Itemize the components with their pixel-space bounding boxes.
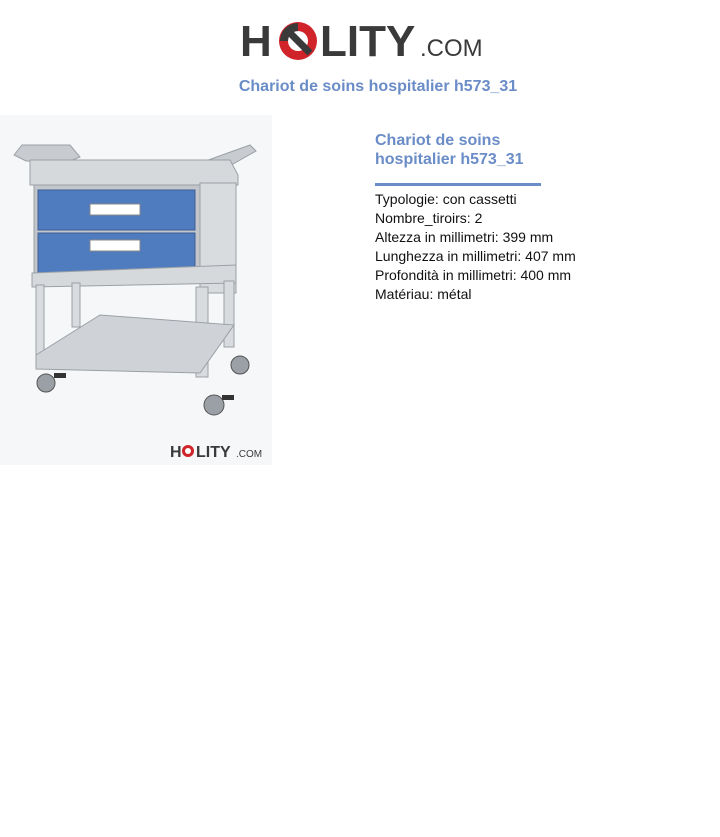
title-divider: [375, 183, 541, 186]
svg-text:H: H: [170, 444, 182, 461]
spec-list: [375, 190, 675, 304]
spec-profondita: Profondità in millimetri: 400 mm: [375, 267, 572, 283]
spec-altezza: Altezza in millimetri: 399 mm: [375, 229, 554, 245]
product-image[interactable]: [0, 115, 272, 465]
logo-o-mark: [279, 22, 317, 60]
svg-text:.COM: .COM: [420, 35, 483, 62]
drawer-bottom: [38, 233, 195, 273]
svg-text:LITY: LITY: [196, 444, 231, 461]
spec-materiau: Matériau: métal: [375, 286, 472, 302]
page-title: Chariot de soins hospitalier h573_31: [238, 78, 518, 95]
product-info: [375, 131, 675, 304]
spec-lunghezza: Lunghezza in millimetri: 407 mm: [375, 248, 576, 264]
svg-text:H: H: [240, 17, 272, 66]
product-title: Chariot de soins hospitalier h573_31: [375, 132, 524, 168]
svg-text:.COM: .COM: [236, 449, 263, 460]
svg-text:LITY: LITY: [320, 17, 416, 66]
holity-logo[interactable]: [240, 12, 490, 68]
spec-nombre-tiroirs: Nombre_tiroirs: 2: [375, 210, 483, 226]
spec-typologie: Typologie: con cassetti: [375, 191, 517, 207]
